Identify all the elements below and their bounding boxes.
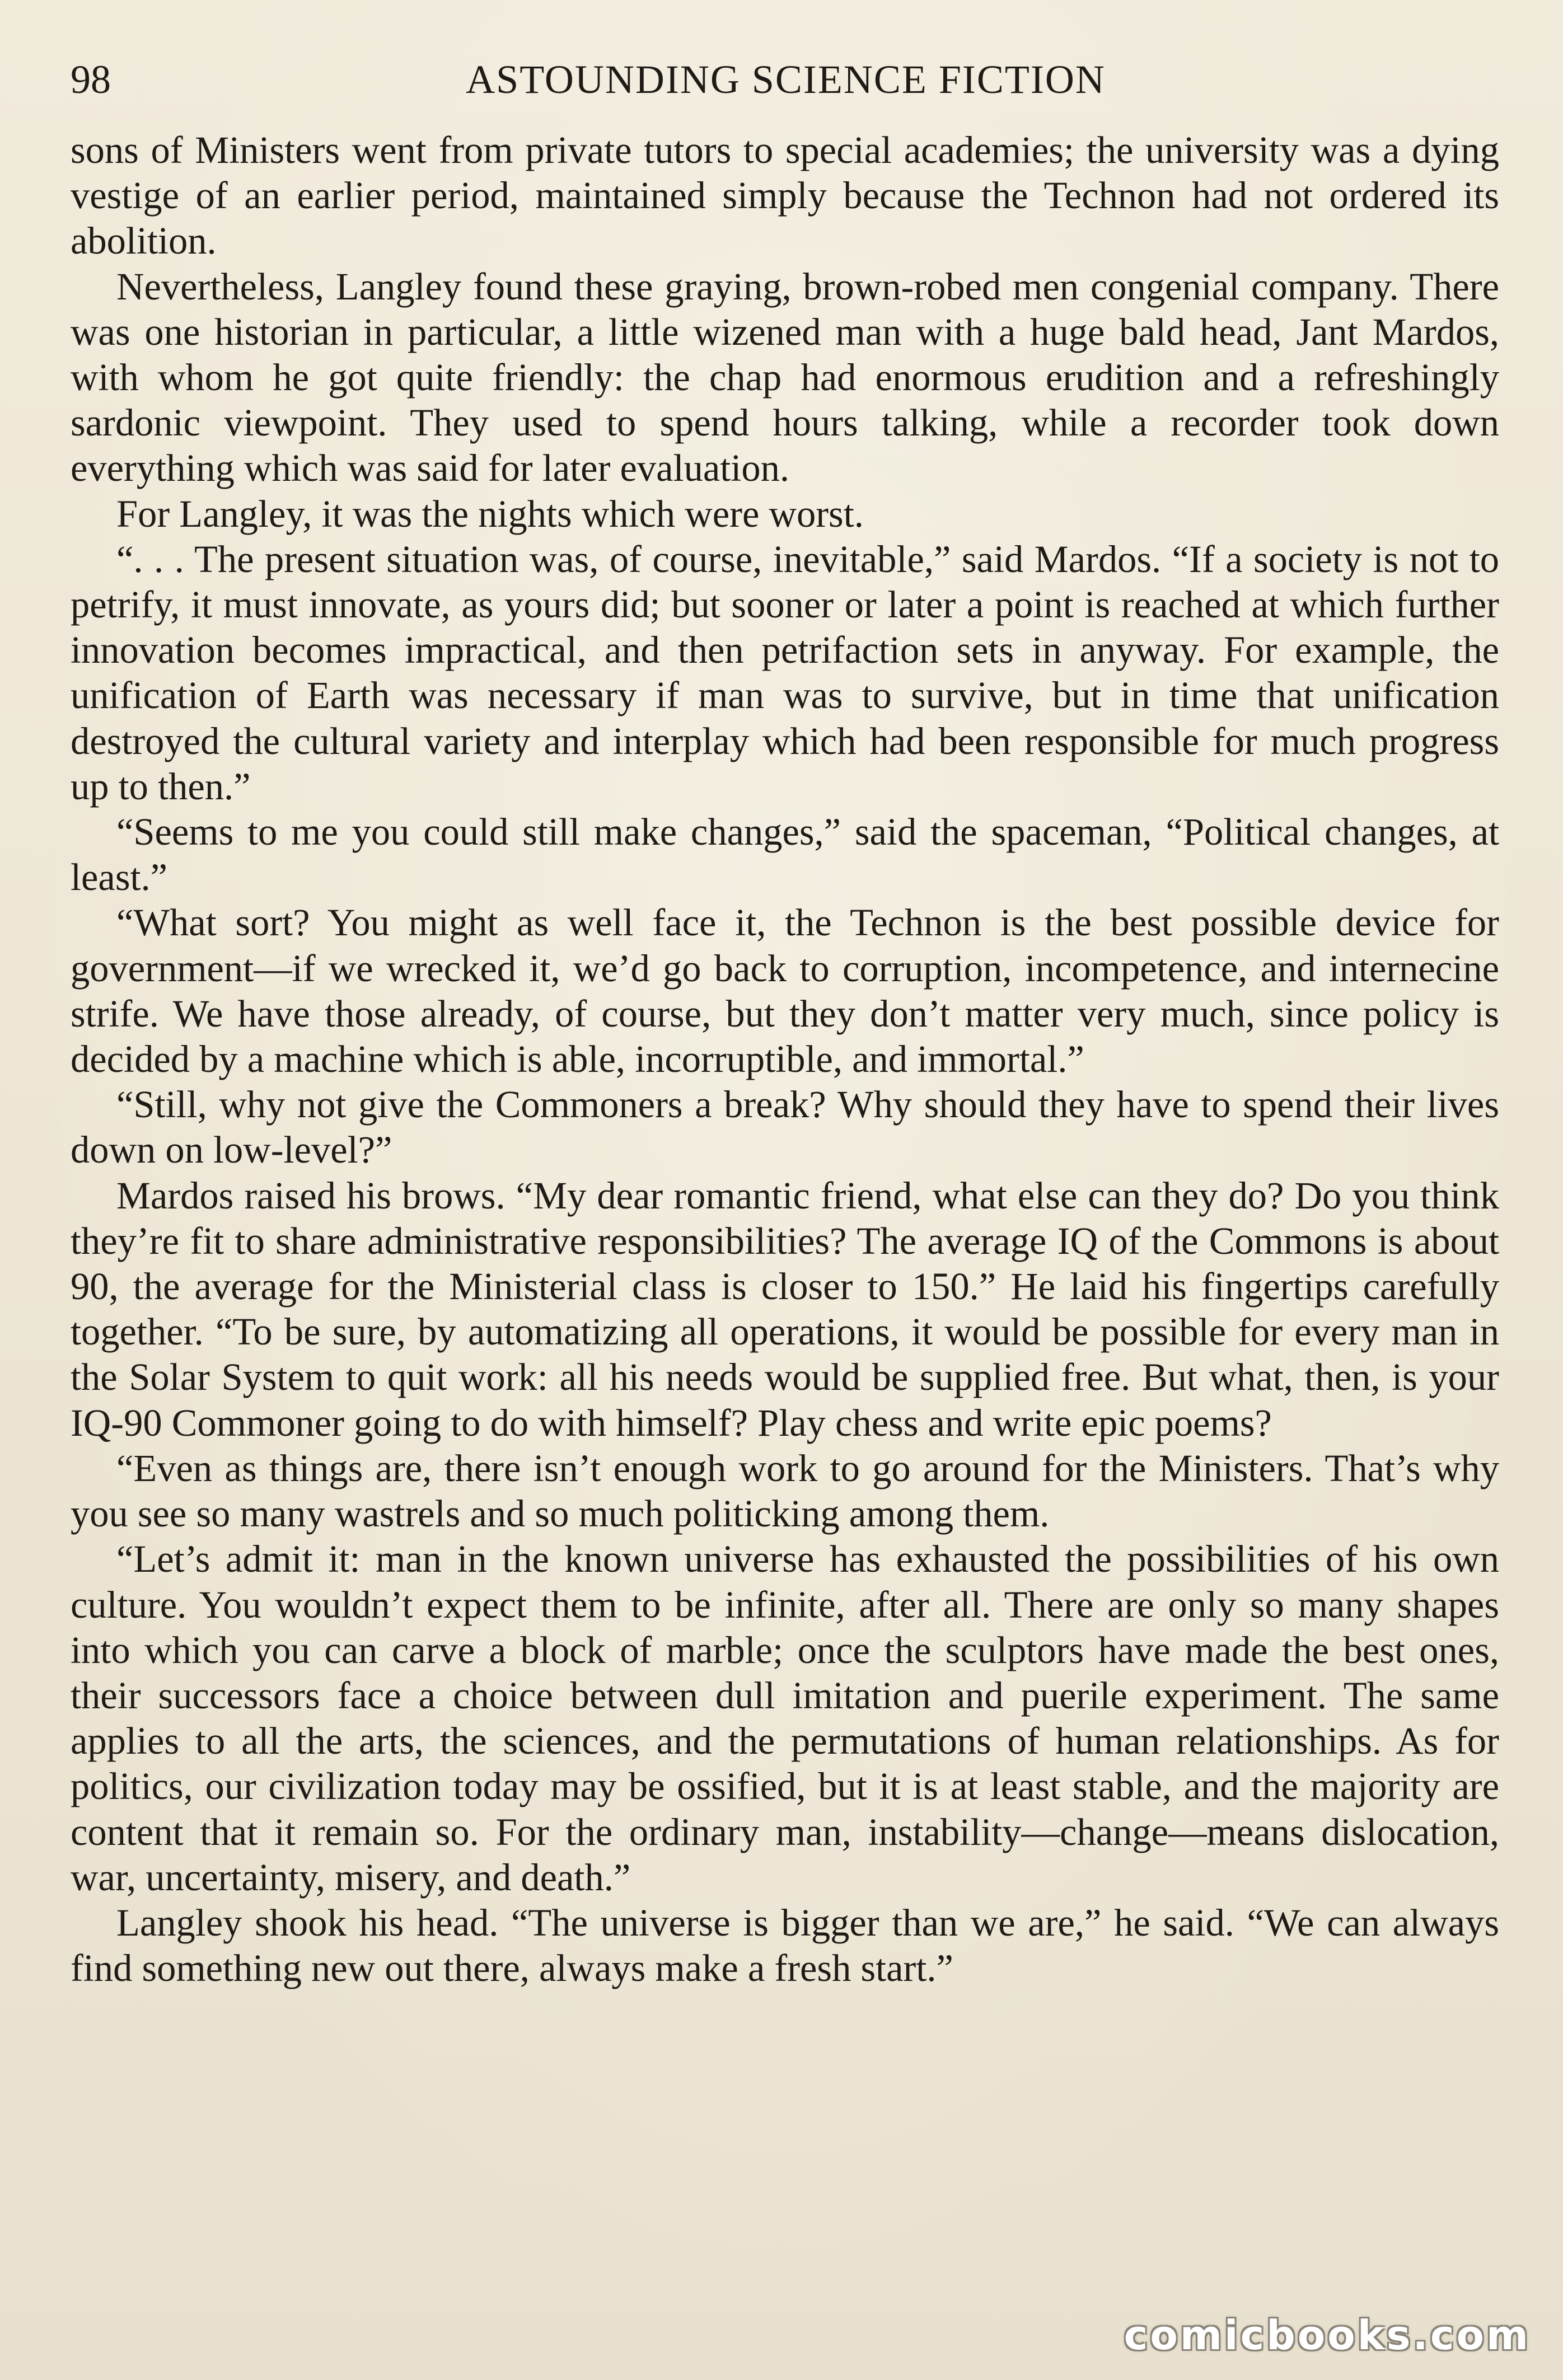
paragraph: Nevertheless, Langley found these graying, brown-robed men congenial company. There was one historian in particular, a little wizened man with a huge bald head, Jant Mardos, with whom he got quite friendly: the chap had enormous erudition and a refreshingly sardonic viewpoint. They used to spend hours talking, while a recorder took down everything which was said for later evaluation. <box>71 265 1499 490</box>
body-text <box>71 128 1499 1991</box>
paragraph: “Still, why not give the Commoners a break? Why should they have to spend their lives down on low-level?” <box>71 1083 1499 1172</box>
paragraph: “Let’s admit it: man in the known universe has exhausted the possibilities of his own culture. You wouldn’t expect them to be infinite, after all. There are only so many shapes into which you can carve a block of marble; once the sculptors have made the best ones, their successors face a choice between dull imitation and puerile experiment. The same applies to all the arts, the sciences, and the permutations of human relationships. As for politics, our civilization today may be ossified, but it is at least stable, and the majority are content that it remain so. For the ordinary man, instability—change—means dislocation, war, uncertainty, misery, and death.” <box>71 1538 1499 1899</box>
paragraph: Langley shook his head. “The universe is bigger than we are,” he said. “We can always find something new out there, always make a fresh start.” <box>71 1901 1499 1990</box>
paragraph: Mardos raised his brows. “My dear romantic friend, what else can they do? Do you think they’re fit to share administrative responsibilities? The average IQ of the Commons is about 90, the average for the Ministerial class is closer to 150.” He laid his fingertips carefully together. “To be sure, by automatizing all operations, it would be possible for every man in the Solar System to quit work: all his needs would be supplied free. But what, then, is your IQ-90 Commoner going to do with himself? Play chess and write epic poems? <box>71 1174 1499 1444</box>
watermark: comicbooks.com <box>1124 2312 1531 2359</box>
paragraph: “What sort? You might as well face it, the Technon is the best possible device for government—if we wrecked it, we’d go back to corruption, incompetence, and internecine strife. We have those already, of course, but they don’t matter very much, since policy is decided by a machine which is able, incorruptible, and immortal.” <box>71 901 1499 1081</box>
paragraph: “Even as things are, there isn’t enough work to go around for the Ministers. That’s why you see so many wastrels and so much politicking among them. <box>71 1446 1499 1535</box>
paragraph: “Seems to me you could still make changes,” said the spaceman, “Political changes, at least.” <box>71 810 1499 899</box>
page-number: 98 <box>71 57 111 102</box>
paragraph: For Langley, it was the nights which were worst. <box>116 492 864 535</box>
page-header <box>71 46 1501 113</box>
paragraph: “. . . The present situation was, of course, inevitable,” said Mardos. “If a society is not to petrify, it must innovate, as yours did; but sooner or later a point is reached at which further innovation becomes impractical, and then petrifaction sets in anyway. For example, the unification of Earth was necessary if man was to survive, but in time that unification destroyed the cultural variety and interplay which had been responsible for much progress up to then.” <box>71 537 1499 808</box>
running-title: ASTOUNDING SCIENCE FICTION <box>466 57 1106 102</box>
paragraph: sons of Ministers went from private tutors to special academies; the university was a dying vestige of an earlier period, maintained simply because the Technon had not ordered its abolition. <box>71 129 1499 263</box>
